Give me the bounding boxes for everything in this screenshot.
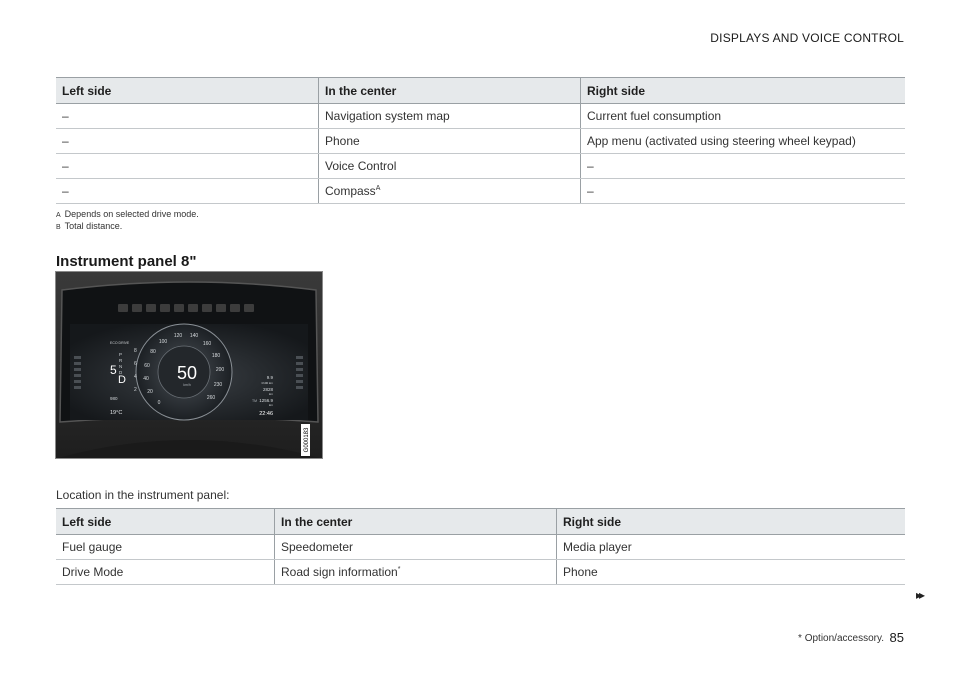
odometer-readout: 980 [110,396,118,401]
section-title: Instrument panel 8" [56,253,197,270]
gear-ladder-4: 4 [134,374,137,380]
speed-tick-20: 20 [147,389,153,395]
speed-tick-0: 0 [157,400,161,406]
table-row [56,129,905,154]
footnote [56,221,199,233]
speed-tick-200: 200 [215,367,225,373]
cell-center [319,179,581,204]
header-left-side: Left side [56,509,275,535]
table-row [56,560,905,585]
cell-right: App menu (activated using steering wheel keypad) [581,129,906,154]
table-row [56,535,905,560]
trip-distance-unit: km [269,403,273,407]
cell-center-text: Speedometer [281,540,354,554]
table-footnotes [56,209,199,233]
footnote [56,209,199,221]
panel-layout-table-12in [56,77,905,204]
gear-ladder-8: 8 [134,348,137,354]
table-header-row [56,78,905,104]
cell-center-text: Navigation system map [325,109,450,123]
image-code-label: G000183 [304,427,310,453]
footer-option-note: * Option/accessory. [798,633,884,644]
cell-center [319,154,581,179]
cell-left: – [56,154,319,179]
gear-letter-r: R [119,358,123,363]
header-right-side: Right side [557,509,906,535]
instrument-panel-image [55,271,323,459]
gear-letter-p: P [119,352,123,357]
cell-center [275,560,557,585]
cell-right: – [581,179,906,204]
speed-readout: 50 [176,363,198,383]
speed-tick-140: 140 [189,333,199,339]
instrument-panel-illustration [56,272,322,458]
header-center: In the center [275,509,557,535]
speed-tick-60: 60 [144,363,150,369]
footnote-marker: B [56,224,61,231]
cell-right: – [581,154,906,179]
next-page-arrow-icon[interactable]: ▸▸ [916,588,923,602]
cell-center [275,535,557,560]
cell-center [319,104,581,129]
gear-ladder-2: 2 [134,387,137,393]
cell-left: – [56,129,319,154]
gear-letter-d: D [119,370,123,375]
header-center: In the center [319,78,581,104]
trip-distance-value: 1256.9 [259,398,273,403]
header-left-side: Left side [56,78,319,104]
table-header-row [56,509,905,535]
footnote-text: Total distance. [64,221,123,231]
header-right-side: Right side [581,78,906,104]
cell-center [319,129,581,154]
table-row [56,179,905,204]
speed-tick-100: 100 [158,339,168,345]
trip-label: TM [252,399,258,403]
speed-tick-180: 180 [211,353,221,359]
cell-left: Fuel gauge [56,535,275,560]
gear-letter-n: N [119,364,123,369]
cell-right: Media player [557,535,906,560]
cell-left: Drive Mode [56,560,275,585]
cell-center-text: Voice Control [325,159,397,173]
speed-tick-230: 230 [213,382,223,388]
cell-left: – [56,179,319,204]
speed-tick-160: 160 [202,341,212,347]
cell-center-text: Compass [325,184,376,198]
trip-range-value: 2828 [262,387,273,392]
table-caption: Location in the instrument panel: [56,488,230,502]
speed-tick-40: 40 [143,376,149,382]
trip-range-unit: km [269,392,273,396]
option-asterisk: * [397,566,401,573]
trip-consumption-unit: l/100 km [261,381,273,385]
gear-ladder-6: 6 [134,361,137,367]
gear-number: 5 [110,363,117,377]
drive-mode-label: ECO DRIVE [110,341,130,345]
footnote-ref-a: A [375,185,381,192]
cell-right: Current fuel consumption [581,104,906,129]
speed-tick-120: 120 [173,333,183,339]
outside-temperature: 19°C [110,410,123,416]
cell-right: Phone [557,560,906,585]
footnote-text: Depends on selected drive mode. [64,209,199,219]
page-header-title: DISPLAYS AND VOICE CONTROL [710,31,904,45]
table-row [56,104,905,129]
trip-consumption-value: 9.9 [266,375,273,380]
table-row [56,154,905,179]
speed-unit: km/h [183,383,191,387]
footnote-marker: A [56,212,61,219]
page-number: 85 [889,630,904,645]
gear-indicator: D [118,374,126,386]
speed-tick-80: 80 [150,349,156,355]
cell-center-text: Road sign information [281,565,398,579]
panel-layout-table-8in [56,508,905,585]
speed-tick-260: 260 [206,395,216,401]
cell-left: – [56,104,319,129]
clock-readout: 22:46 [259,411,273,417]
cell-center-text: Phone [325,134,360,148]
